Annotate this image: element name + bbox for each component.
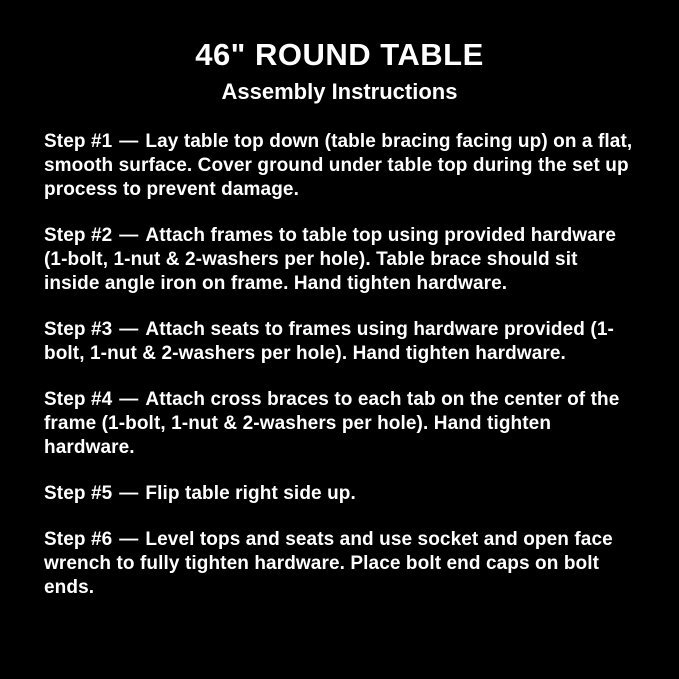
step-1-dash: — bbox=[119, 131, 139, 153]
step-4-dash: — bbox=[119, 389, 139, 411]
step-1-text: Lay table top down (table bracing facing up) on a flat, smooth surface. Cover ground under table top during the set up process to prevent damage. bbox=[44, 131, 633, 201]
step-5-text: Flip table right side up. bbox=[145, 483, 356, 505]
step-6-label: Step #6 bbox=[44, 529, 113, 551]
step-2-paragraph bbox=[44, 224, 635, 296]
step-3-paragraph bbox=[44, 318, 635, 366]
step-3-dash: — bbox=[119, 319, 139, 341]
step-2-dash: — bbox=[119, 225, 139, 247]
step-4-text: Attach cross braces to each tab on the center of the frame (1-bolt, 1-nut & 2-washers per hole). Hand tighten hardware. bbox=[44, 389, 620, 459]
header bbox=[44, 38, 635, 104]
step-6-paragraph bbox=[44, 528, 635, 600]
step-3-label: Step #3 bbox=[44, 319, 113, 341]
step-2-text: Attach frames to table top using provided hardware (1-bolt, 1-nut & 2-washers per hole). Table brace should sit inside angle iron on frame. Hand tighten hardware. bbox=[44, 225, 616, 295]
step-4-paragraph bbox=[44, 388, 635, 460]
step-2-label: Step #2 bbox=[44, 225, 113, 247]
step-5-paragraph bbox=[44, 482, 635, 506]
step-5-label: Step #5 bbox=[44, 483, 113, 505]
steps-list bbox=[44, 130, 635, 600]
step-6-text: Level tops and seats and use socket and open face wrench to fully tighten hardware. Place bolt end caps on bolt ends. bbox=[44, 529, 613, 599]
page-subtitle: Assembly Instructions bbox=[221, 79, 458, 105]
step-3-text: Attach seats to frames using hardware provided (1-bolt, 1-nut & 2-washers per hole). Hand tighten hardware. bbox=[44, 319, 614, 365]
step-1-paragraph bbox=[44, 130, 635, 202]
page-title: 46" ROUND TABLE bbox=[195, 37, 484, 72]
step-4-label: Step #4 bbox=[44, 389, 113, 411]
step-5-dash: — bbox=[119, 483, 139, 505]
step-1-label: Step #1 bbox=[44, 131, 113, 153]
step-6-dash: — bbox=[119, 529, 139, 551]
